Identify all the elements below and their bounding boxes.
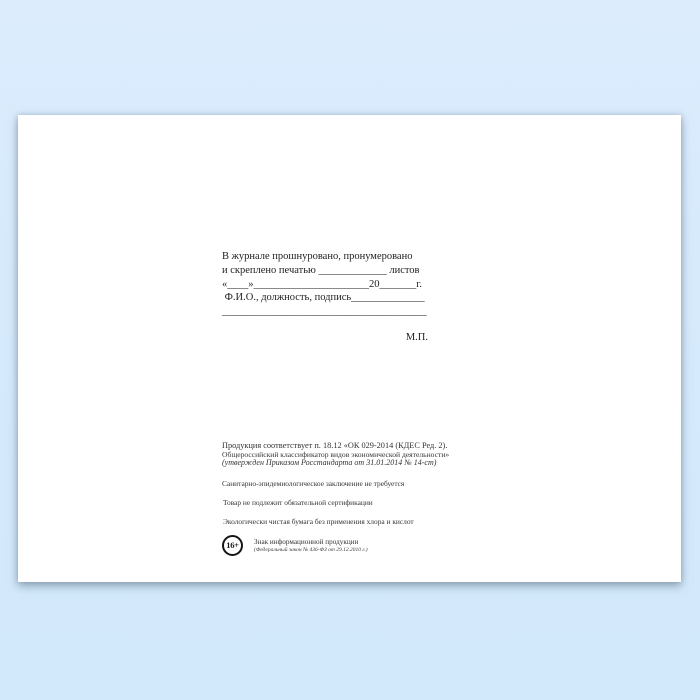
compliance-line-3: (утвержден Приказом Росстандарта от 31.01.2014 № 14-ст) bbox=[222, 457, 437, 467]
binding-certification-block bbox=[222, 250, 430, 344]
ecology-note: Экологически чистая бумага без применения хлора и кислот bbox=[223, 517, 414, 527]
sanitary-note: Санитарно-эпидемиологическое заключение не требуется bbox=[222, 479, 405, 489]
binding-line-blank: _______________________________________ bbox=[222, 306, 427, 318]
information-product-mark-text bbox=[254, 538, 368, 553]
information-product-mark-title: Знак информационной продукции bbox=[254, 538, 359, 547]
certification-info-block bbox=[222, 442, 522, 556]
binding-line-1: В журнале прошнуровано, пронумеровано bbox=[222, 251, 413, 262]
information-product-mark-law: (Федеральный закон № 436-ФЗ от 29.12.2010 г.) bbox=[254, 546, 368, 553]
binding-line-date: «____»______________________20_______г. bbox=[222, 278, 422, 290]
compliance-line-2: Общероссийский классификатор видов экономической деятельности» bbox=[222, 449, 450, 459]
information-product-mark bbox=[222, 535, 522, 556]
journal-back-page bbox=[18, 115, 681, 582]
binding-line-2: и скреплено печатью _____________ листов bbox=[222, 264, 420, 276]
certification-note: Товар не подлежит обязательной сертификации bbox=[223, 498, 373, 508]
seal-place-label: М.П. bbox=[405, 331, 428, 343]
compliance-line-1: Продукция соответствует п. 18.12 «ОК 029-2014 (КДЕС Ред. 2). bbox=[222, 441, 448, 450]
age-rating-16plus-icon: 16+ bbox=[222, 535, 243, 556]
binding-line-signature: Ф.И.О., должность, подпись______________ bbox=[222, 292, 425, 304]
